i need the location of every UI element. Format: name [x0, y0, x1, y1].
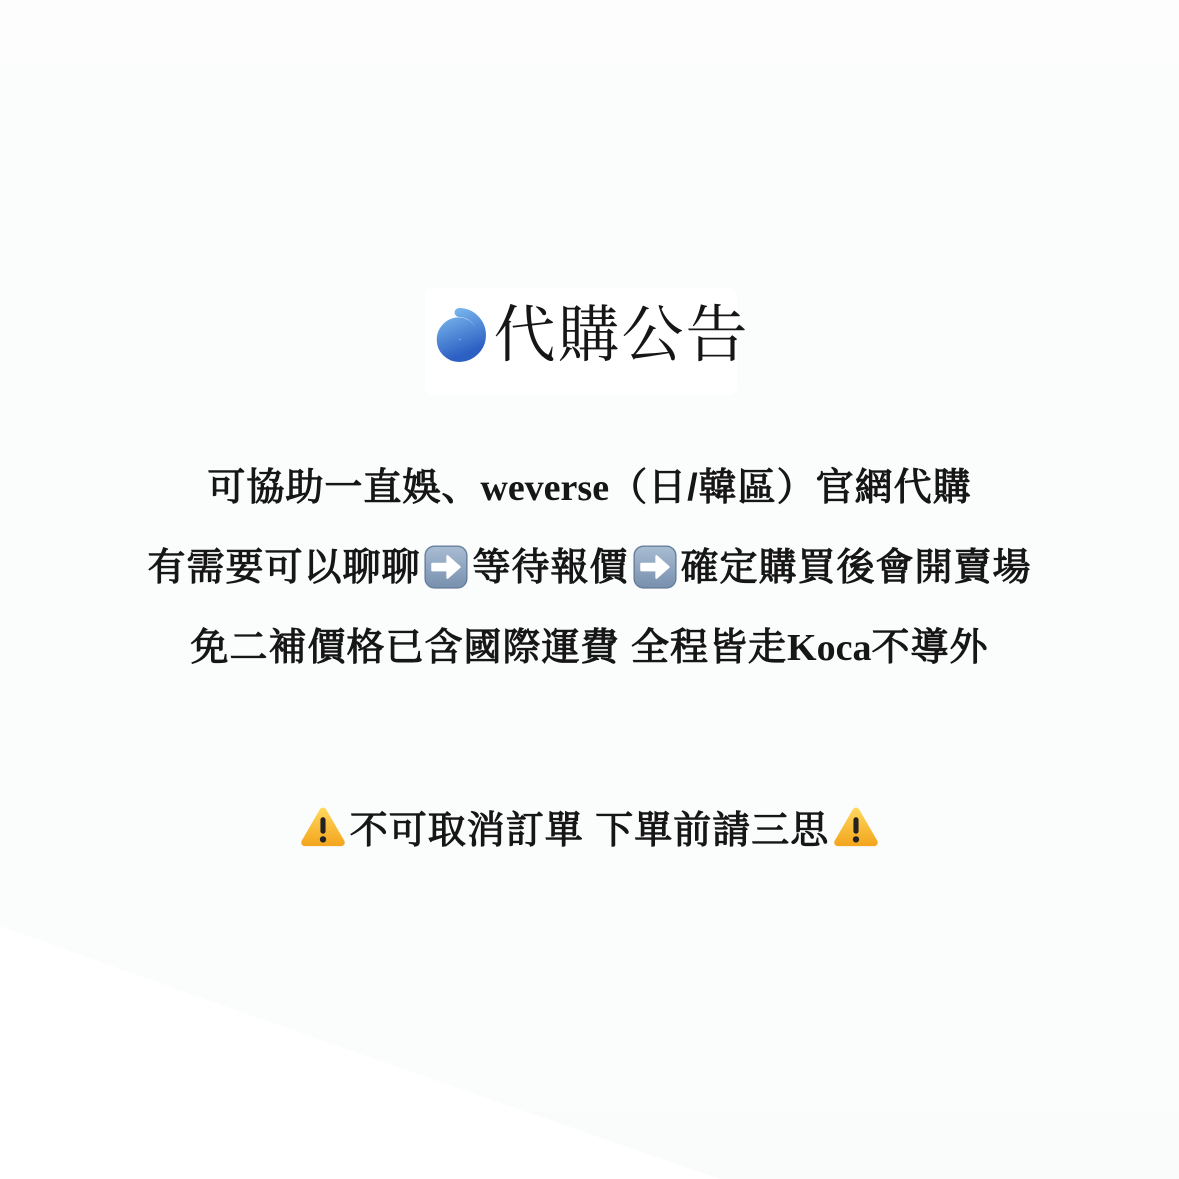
line2-part2: 等待報價	[472, 547, 629, 589]
body-line-2	[0, 544, 1179, 592]
body-line-1	[0, 464, 1179, 512]
body-line-3	[0, 624, 1179, 672]
background-shade	[0, 63, 1179, 1179]
line1-latin: weverse	[480, 467, 610, 509]
background-bottom-band	[0, 1112, 1179, 1179]
cyclone-icon	[429, 305, 489, 365]
warning-icon	[832, 805, 880, 849]
line1-pre: 可協助一直娛、	[207, 467, 481, 509]
warning-line	[0, 805, 1179, 855]
line3-pre: 免二補價格已含國際運費 全程皆走	[190, 627, 788, 669]
line1-post: （日/韓區）官網代購	[609, 467, 972, 509]
warning-text: 不可取消訂單 下單前請三思	[349, 810, 830, 852]
warning-icon	[299, 805, 347, 849]
arrow-right-icon	[423, 544, 469, 590]
line2-part1: 有需要可以聊聊	[147, 547, 421, 589]
line3-latin: Koca	[787, 627, 872, 669]
line3-post: 不導外	[871, 627, 989, 669]
title-line	[0, 300, 1179, 372]
line2-part3: 確定購買後會開賣場	[680, 547, 1032, 589]
page-title: 代購公告	[493, 301, 750, 370]
arrow-right-icon	[632, 544, 678, 590]
